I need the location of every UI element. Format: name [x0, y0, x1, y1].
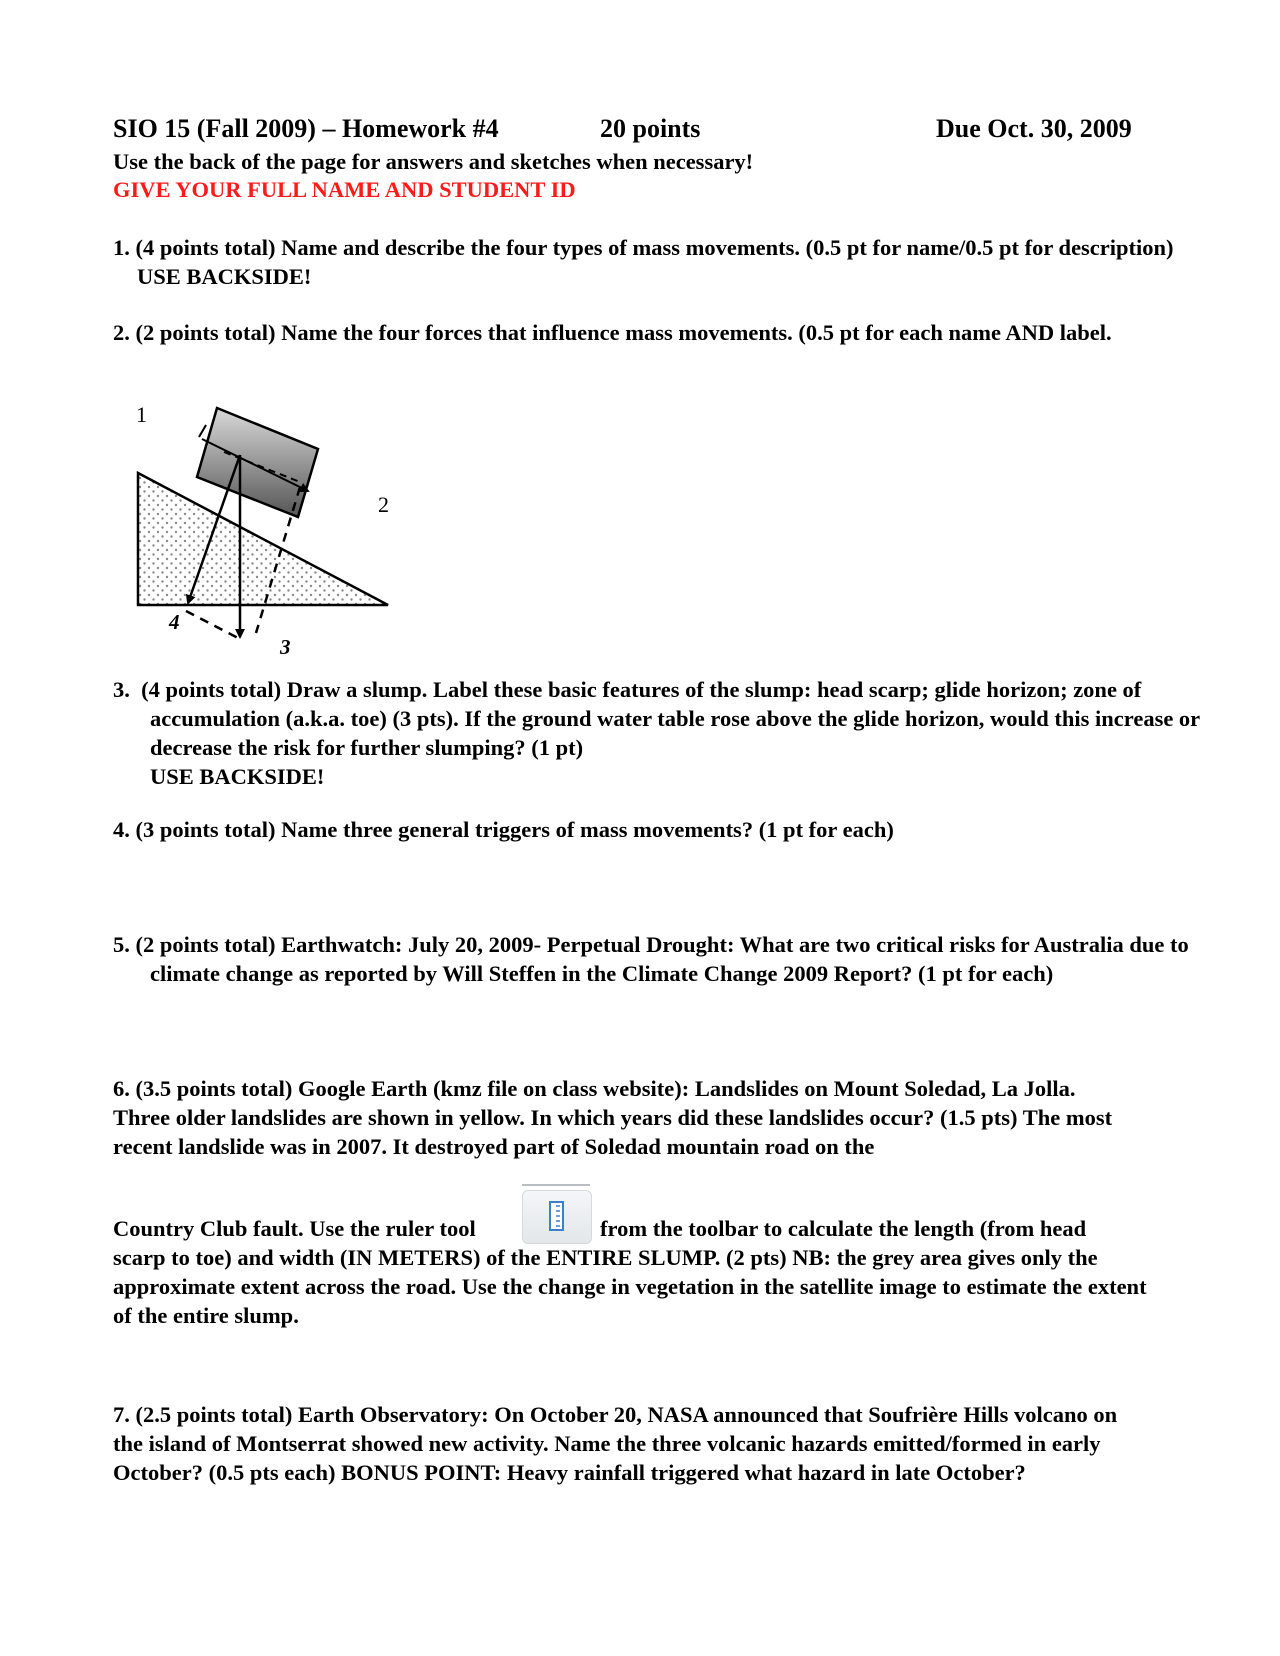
- question-3-number: 3.: [113, 677, 130, 702]
- forces-diagram: [120, 395, 420, 685]
- question-5: 5. (2 points total) Earthwatch: July 20, 2009- Perpetual Drought: What are two critical risks for Australia due to climate change as reported by Will Steffen in the Climate Change 2009 Report? (1 pt for each): [113, 932, 1189, 986]
- question-6-part2-before: Country Club fault. Use the ruler tool: [113, 1216, 476, 1241]
- question-4: 4. (3 points total) Name three general triggers of mass movements? (1 pt for each): [113, 817, 894, 842]
- question-6-part2-after: from the toolbar to calculate the length (from head: [600, 1216, 1087, 1241]
- diagram-label-4: 4: [169, 610, 180, 634]
- question-3-backside: USE BACKSIDE!: [150, 764, 325, 789]
- question-3: [113, 675, 1230, 791]
- question-2: [113, 318, 1217, 347]
- question-1-text: (4 points total) Name and describe the four types of mass movements. (0.5 pt for name/0.5 pt for description) USE BACKSIDE!: [135, 235, 1174, 289]
- name-notice: GIVE YOUR FULL NAME AND STUDENT ID: [113, 177, 576, 202]
- question-2-text: (2 points total) Name the four forces that influence mass movements. (0.5 pt for each name AND label.: [135, 320, 1112, 345]
- question-6-part1: 6. (3.5 points total) Google Earth (kmz file on class website): Landslides on Mount Soledad, La Jolla. Three older landslides are shown in yellow. In which years did these landslides occur? (1.5 pts) The most recent landslide was in 2007. It destroyed part of Soledad mountain road on the: [113, 1076, 1113, 1159]
- question-3-text: (4 points total) Draw a slump. Label these basic features of the slump: head scarp; glide horizon; zone of accumulation (a.k.a. toe) (3 pts). If the ground water table rose above the glide horizon, would this increase or decrease the risk for further slumping? (1 pt): [141, 677, 1200, 760]
- question-7: 7. (2.5 points total) Earth Observatory: On October 20, NASA announced that Soufrière Hills volcano on the island of Montserrat showed new activity. Name the three volcanic hazards emitted/formed in early October? (0.5 pts each) BONUS POINT: Heavy rainfall triggered what hazard in late October?: [113, 1402, 1118, 1485]
- ruler-tool-icon: [522, 1190, 592, 1244]
- course-title: SIO 15 (Fall 2009) – Homework #4: [113, 114, 499, 143]
- diagram-label-1: 1: [136, 402, 147, 427]
- toolbar-divider: [522, 1184, 590, 1186]
- question-2-number: 2.: [113, 320, 130, 345]
- sliding-block: [197, 408, 318, 517]
- question-6-part3: scarp to toe) and width (IN METERS) of the ENTIRE SLUMP. (2 pts) NB: the grey area gives only the approximate extent across the road. Use the change in vegetation in the satellite image to estimate the extent of the entire slump.: [113, 1245, 1147, 1328]
- instruction-text: Use the back of the page for answers and sketches when necessary!: [113, 149, 754, 174]
- question-1: [113, 233, 1217, 291]
- diagram-label-3: 3: [280, 635, 291, 659]
- diagram-label-2: 2: [378, 492, 389, 517]
- question-1-number: 1.: [113, 235, 130, 260]
- due-date: Due Oct. 30, 2009: [936, 114, 1132, 143]
- points-total: 20 points: [600, 114, 701, 143]
